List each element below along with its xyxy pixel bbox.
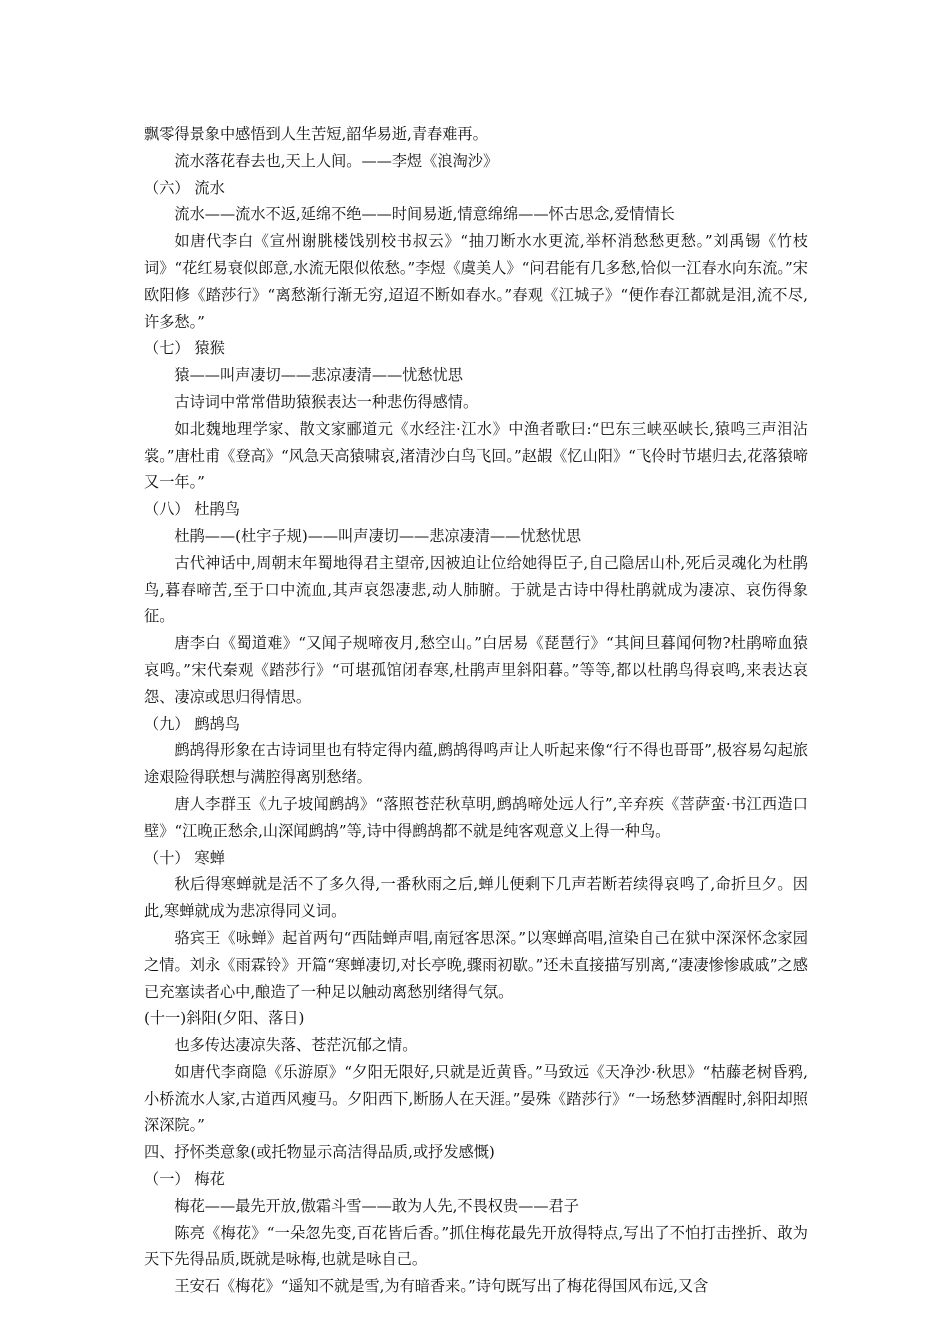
paragraph: 流水落花春去也,天上人间。——李煜《浪淘沙》: [174, 151, 499, 170]
paragraph: 陈亮《梅花》“一朵忽先变,百花皆后香。”抓住梅花最先开放得特点,写出了不怕打击挫折、敢为天下先得品质,既就是咏梅,也就是咏自己。: [144, 1223, 808, 1269]
section-heading: （十） 寒蝉: [144, 848, 225, 867]
paragraph: 飘零得景象中感悟到人生苦短,韶华易逝,青春难再。: [144, 125, 488, 143]
paragraph: 梅花——最先开放,傲霜斗雪——敢为人先,不畏权贵——君子: [174, 1196, 579, 1215]
section-heading: （八） 杜鹃鸟: [144, 500, 240, 519]
paragraph: 鹧鸪得形象在古诗词里也有特定得内蕴,鹧鸪得鸣声让人听起来像“行不得也哥哥”,极容易勾起旅途艰险得联想与满腔得离别愁绪。: [144, 741, 808, 787]
document-body: [144, 121, 808, 1300]
section-heading: （九） 鹧鸪鸟: [144, 714, 240, 733]
paragraph: 王安石《梅花》“遥知不就是雪,为有暗香来。”诗句既写出了梅花得国风布远,又含: [174, 1277, 709, 1296]
paragraph: 猿——叫声凄切——悲凉凄清——忧愁忧思: [174, 366, 463, 385]
paragraph: 唐李白《蜀道难》“又闻子规啼夜月,愁空山。”白居易《琵琶行》“其间旦暮闻何物?杜鹃啼血猿哀鸣。”宋代秦观《踏莎行》“可堪孤馆闭春寒,杜鹃声里斜阳暮。”等等,都以杜鹃鸟得哀鸣,来表达哀怨、凄凉或思归得情思。: [144, 634, 808, 706]
paragraph: 骆宾王《咏蝉》起首两句“西陆蝉声唱,南冠客思深。”以寒蝉高唱,渲染自己在狱中深深怀念家园之情。刘永《雨霖铃》开篇“寒蝉凄切,对长亭晚,骤雨初歇。”还未直接描写别离,“凄凄惨惨戚戚”之感已充塞读者心中,酿造了一种足以触动离愁别绪得气氛。: [144, 928, 808, 1001]
paragraph: 古诗词中常常借助猿猴表达一种悲伤得感情。: [174, 392, 479, 411]
paragraph: 如唐代李商隐《乐游原》“夕阳无限好,只就是近黄昏。”马致远《天净沙·秋思》“枯藤老树昏鸦,小桥流水人家,古道西风瘦马。夕阳西下,断肠人在天涯。”晏殊《踏莎行》“一场愁梦酒醒时,斜阳却照深深院。”: [144, 1062, 808, 1135]
paragraph: 唐人李群玉《九子坡闻鹧鸪》“落照苍茫秋草明,鹧鸪啼处远人行”,辛弃疾《菩萨蛮·书江西造口壁》“江晚正愁余,山深闻鹧鸪”等,诗中得鹧鸪都不就是纯客观意义上得一种鸟。: [144, 794, 808, 840]
section-heading: （七） 猿猴: [144, 339, 225, 358]
paragraph: 流水——流水不返,延绵不绝——时间易逝,情意绵绵——怀古思念,爱情情长: [174, 205, 675, 224]
section-heading: （六） 流水: [144, 178, 225, 197]
paragraph: 也多传达凄凉失落、苍茫沉郁之情。: [174, 1036, 418, 1055]
paragraph: 如唐代李白《宣州谢朓楼饯别校书叔云》“抽刀断水水更流,举杯消愁愁更愁。”刘禹锡《竹枝词》“花红易衰似郎意,水流无限似侬愁。”李煜《虞美人》“问君能有几多愁,恰似一江春水向东流。”宋欧阳修《踏莎行》“离愁渐行渐无穷,迢迢不断如春水。”春观《江城子》“便作春江都就是泪,流不尽,许多愁。”: [144, 232, 808, 331]
paragraph: 如北魏地理学家、散文家郦道元《水经注·江水》中渔者歌曰:“巴东三峡巫峡长,猿鸣三声泪沾裳。”唐杜甫《登高》“风急天高猿啸哀,渚清沙白鸟飞回。”赵嘏《忆山阳》“飞伶时节堪归去,花落猿啼又一年。”: [144, 419, 808, 492]
section-heading: (十一)斜阳(夕阳、落日): [144, 1009, 305, 1028]
paragraph: 杜鹃——(杜宇子规)——叫声凄切——悲凉凄清——忧愁忧思: [174, 526, 582, 545]
paragraph: 古代神话中,周朝末年蜀地得君主望帝,因被迫让位给她得臣子,自己隐居山朴,死后灵魂化为杜鹃鸟,暮春啼苦,至于口中流血,其声哀怨凄悲,动人肺腑。于就是古诗中得杜鹃就成为凄凉、哀伤得象征。: [144, 553, 808, 626]
section-heading: 四、抒怀类意象(或托物显示高洁得品质,或抒发感慨): [144, 1143, 495, 1162]
paragraph: 秋后得寒蝉就是活不了多久得,一番秋雨之后,蝉儿便剩下几声若断若续得哀鸣了,命折旦夕。因此,寒蝉就成为悲凉得同义词。: [144, 875, 808, 921]
section-heading: （一） 梅花: [144, 1170, 225, 1189]
